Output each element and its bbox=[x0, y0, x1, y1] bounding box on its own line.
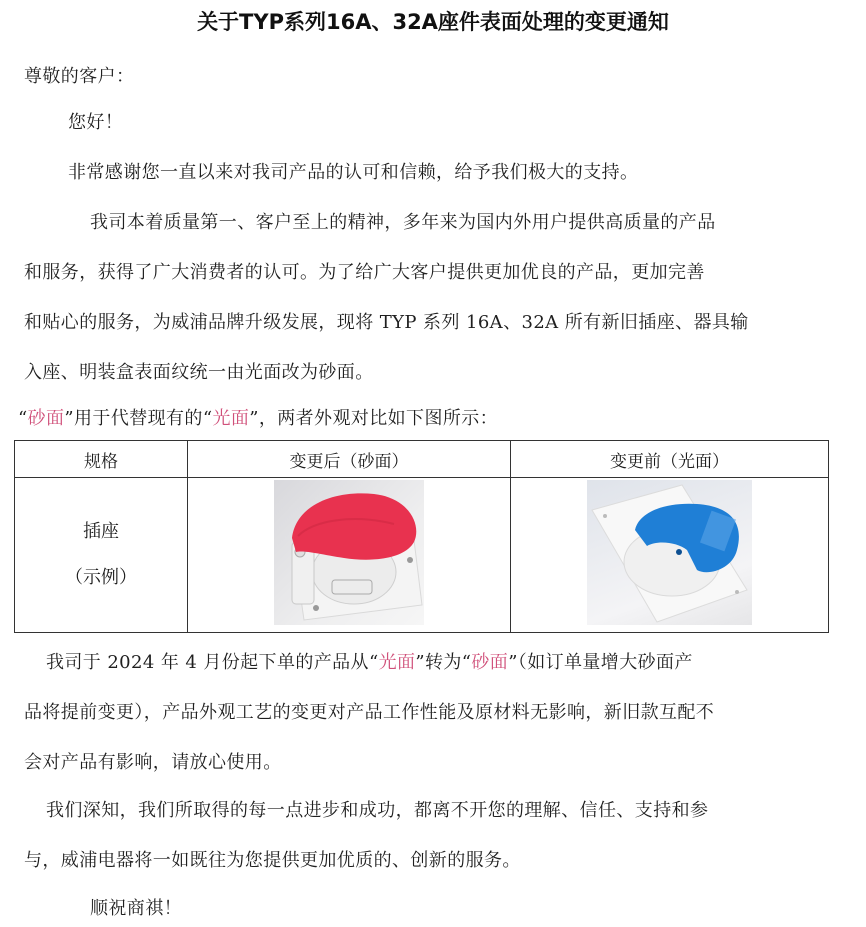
term-glossy: 光面 bbox=[212, 408, 250, 429]
socket-red-icon bbox=[274, 480, 424, 625]
change-text-c: ”（如订单量增大砂面产 bbox=[508, 652, 693, 673]
paragraph-intro-line-3: 和贴心的服务，为威浦品牌升级发展，现将 TYP 系列 16A、32A 所有新旧插座、器具输 bbox=[24, 312, 749, 333]
compare-intro bbox=[18, 404, 498, 430]
term-glossy: 光面 bbox=[378, 652, 416, 673]
spec-cell bbox=[15, 478, 188, 633]
paragraph-change-line-3: 会对产品有影响，请放心使用。 bbox=[24, 752, 282, 773]
quote-mid: ”用于代替现有的“ bbox=[64, 408, 213, 429]
quote-open: “ bbox=[18, 408, 28, 429]
greeting: 您好！ bbox=[68, 112, 124, 133]
table-row bbox=[15, 478, 829, 633]
paragraph-change-line-2: 品将提前变更），产品外观工艺的变更对产品工作性能及原材料无影响，新旧款互配不 bbox=[24, 702, 715, 723]
page-title: 关于TYP系列16A、32A座件表面处理的变更通知 bbox=[197, 10, 669, 34]
change-text-b: ”转为“ bbox=[415, 652, 472, 673]
header-before: 变更前（光面） bbox=[511, 441, 829, 478]
paragraph-intro-line-1: 我司本着质量第一、客户至上的精神，多年来为国内外用户提供高质量的产品 bbox=[90, 212, 716, 233]
paragraph-intro-line-2: 和服务，获得了广大消费者的认可。为了给广大客户提供更加优良的产品，更加完善 bbox=[24, 262, 705, 283]
red-matte-socket-image bbox=[274, 480, 424, 625]
socket-blue-icon bbox=[587, 480, 752, 625]
blue-glossy-socket-image bbox=[587, 480, 752, 625]
paragraph-change-line-1 bbox=[46, 648, 693, 674]
header-after: 变更后（砂面） bbox=[188, 441, 511, 478]
closing-regards: 顺祝商祺！ bbox=[90, 898, 182, 919]
header-spec: 规格 bbox=[15, 441, 188, 478]
compare-rest: ”，两者外观对比如下图所示： bbox=[249, 408, 499, 429]
paragraph-closing-line-2: 与，威浦电器将一如既往为您提供更加优质的、创新的服务。 bbox=[24, 850, 521, 871]
paragraph-thanks: 非常感谢您一直以来对我司产品的认可和信赖，给予我们极大的支持。 bbox=[68, 162, 639, 183]
term-matte: 砂面 bbox=[471, 652, 509, 673]
spec-note: （示例） bbox=[65, 567, 137, 588]
salutation: 尊敬的客户： bbox=[24, 66, 135, 87]
paragraph-intro-line-4: 入座、明装盒表面纹统一由光面改为砂面。 bbox=[24, 362, 374, 383]
before-cell bbox=[511, 478, 829, 633]
paragraph-closing-line-1: 我们深知，我们所取得的每一点进步和成功，都离不开您的理解、信任、支持和参 bbox=[46, 800, 709, 821]
after-cell bbox=[188, 478, 511, 633]
spec-label: 插座 bbox=[83, 521, 119, 542]
comparison-table bbox=[14, 440, 829, 633]
change-text-a: 我司于 2024 年 4 月份起下单的产品从“ bbox=[46, 652, 379, 673]
term-matte: 砂面 bbox=[27, 408, 65, 429]
table-header-row bbox=[15, 441, 829, 478]
